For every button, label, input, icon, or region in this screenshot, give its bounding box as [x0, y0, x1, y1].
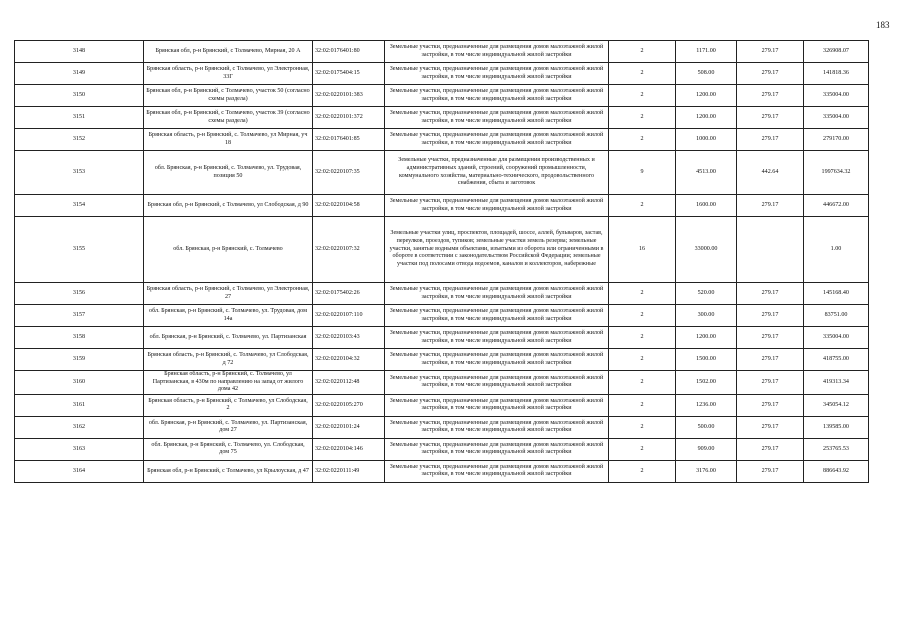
row-number: 3161	[15, 394, 144, 416]
cadastral-number-cell: 32:02:0220107:110	[313, 305, 385, 327]
area-cell: 4513.00	[676, 151, 737, 195]
cadastral-value-cell: 279170.00	[804, 129, 869, 151]
area-cell: 1000.00	[676, 129, 737, 151]
address-cell: Брянская обл, р-н Брянский, с Толмачево, ул Слободская, д 90	[144, 195, 313, 217]
area-cell: 1500.00	[676, 349, 737, 371]
specific-value-cell: 279.17	[737, 327, 804, 349]
address-cell: Брянская обл, р-н Брянский, с Толмачево, ул Крылоуская, д 47	[144, 460, 313, 482]
area-cell: 508.00	[676, 63, 737, 85]
specific-value-cell: 279.17	[737, 283, 804, 305]
land-use-cell: Земельные участки, предназначенные для размещения производственных и административных зданий, строений, сооружений промышленности, коммунального хозяйства, материально-технического, продовольственного снабжения, сбыта и заготовок	[385, 151, 609, 195]
row-number: 3150	[15, 85, 144, 107]
specific-value-cell: 279.17	[737, 129, 804, 151]
address-cell: обл. Брянская, р-н Брянский, с. Толмачево	[144, 217, 313, 283]
cadastral-value-cell: 141818.36	[804, 63, 869, 85]
specific-value-cell	[737, 217, 804, 283]
area-cell: 300.00	[676, 305, 737, 327]
table-row	[15, 349, 869, 371]
table-row	[15, 371, 869, 395]
row-number: 3162	[15, 416, 144, 438]
cadastral-value-cell: 886643.92	[804, 460, 869, 482]
address-cell: Брянская обл, р-н Брянский, с Толмачево, участок 50 (согласно схемы раздела)	[144, 85, 313, 107]
address-cell: Брянская область, р-н Брянский, с Толмачево, ул Электронная, 27	[144, 283, 313, 305]
cadastral-number-cell: 32:02:0176401:85	[313, 129, 385, 151]
table-row	[15, 85, 869, 107]
land-use-cell: Земельные участки, предназначенные для размещения домов малоэтажной жилой застройки, в том числе индивидуальной жилой застройки	[385, 305, 609, 327]
land-use-cell: Земельные участки, предназначенные для размещения домов малоэтажной жилой застройки, в том числе индивидуальной жилой застройки	[385, 107, 609, 129]
row-number: 3156	[15, 283, 144, 305]
land-use-cell: Земельные участки, предназначенные для размещения домов малоэтажной жилой застройки, в том числе индивидуальной жилой застройки	[385, 129, 609, 151]
area-cell: 1171.00	[676, 41, 737, 63]
cadastral-value-cell: 1.00	[804, 217, 869, 283]
cadastral-number-cell: 32:02:0220112:48	[313, 371, 385, 395]
specific-value-cell: 279.17	[737, 85, 804, 107]
cadastral-value-cell: 253765.53	[804, 438, 869, 460]
row-number: 3164	[15, 460, 144, 482]
group-number-cell: 2	[609, 371, 676, 395]
cadastral-value-cell: 139585.00	[804, 416, 869, 438]
row-number: 3163	[15, 438, 144, 460]
group-number-cell: 2	[609, 349, 676, 371]
specific-value-cell: 279.17	[737, 416, 804, 438]
group-number-cell: 2	[609, 460, 676, 482]
cadastral-number-cell: 32:02:0220111:49	[313, 460, 385, 482]
row-number: 3153	[15, 151, 144, 195]
cadastral-number-cell: 32:02:0220101:372	[313, 107, 385, 129]
group-number-cell: 16	[609, 217, 676, 283]
specific-value-cell: 279.17	[737, 41, 804, 63]
land-use-cell: Земельные участки, предназначенные для размещения домов малоэтажной жилой застройки, в том числе индивидуальной жилой застройки	[385, 85, 609, 107]
row-number: 3158	[15, 327, 144, 349]
address-cell: Брянская область, р-н Брянский, с. Толмачево, ул Партизанская, в 430м по направлению на запад от жилого дома 42	[144, 371, 313, 395]
area-cell: 1200.00	[676, 327, 737, 349]
address-cell: Брянская область, р-н Брянский, с. Толмачево, ул Мирная, уч 18	[144, 129, 313, 151]
address-cell: обл. Брянская, р-н Брянский, с. Толмачево, ул. Партизанская	[144, 327, 313, 349]
cadastral-value-cell: 335004.00	[804, 85, 869, 107]
cadastral-value-cell: 335004.00	[804, 327, 869, 349]
row-number: 3155	[15, 217, 144, 283]
group-number-cell: 2	[609, 438, 676, 460]
specific-value-cell: 279.17	[737, 394, 804, 416]
group-number-cell: 2	[609, 305, 676, 327]
land-use-cell: Земельные участки, предназначенные для размещения домов малоэтажной жилой застройки, в том числе индивидуальной жилой застройки	[385, 41, 609, 63]
address-cell: Брянская обл, р-н Брянский, с Толмачево, Мирная, 20 А	[144, 41, 313, 63]
cadastral-value-cell: 419313.34	[804, 371, 869, 395]
address-cell: Брянская область, р-н Брянский, с Толмачево, ул Слободская, 2	[144, 394, 313, 416]
row-number: 3151	[15, 107, 144, 129]
area-cell: 1200.00	[676, 85, 737, 107]
table-row	[15, 151, 869, 195]
group-number-cell: 2	[609, 129, 676, 151]
page-number: 183	[876, 20, 890, 30]
table-row	[15, 41, 869, 63]
land-use-cell: Земельные участки, предназначенные для размещения домов малоэтажной жилой застройки, в том числе индивидуальной жилой застройки	[385, 460, 609, 482]
cadastral-number-cell: 32:02:0220107:32	[313, 217, 385, 283]
group-number-cell: 2	[609, 195, 676, 217]
specific-value-cell: 279.17	[737, 195, 804, 217]
group-number-cell: 2	[609, 327, 676, 349]
cadastral-value-cell: 1997634.32	[804, 151, 869, 195]
land-use-cell: Земельные участки, предназначенные для размещения домов малоэтажной жилой застройки, в том числе индивидуальной жилой застройки	[385, 195, 609, 217]
cadastral-number-cell: 32:02:0175402:26	[313, 283, 385, 305]
specific-value-cell: 279.17	[737, 63, 804, 85]
specific-value-cell: 279.17	[737, 438, 804, 460]
row-number: 3157	[15, 305, 144, 327]
area-cell: 1600.00	[676, 195, 737, 217]
table-row	[15, 460, 869, 482]
row-number: 3148	[15, 41, 144, 63]
cadastral-number-cell: 32:02:0220104:58	[313, 195, 385, 217]
table-row	[15, 283, 869, 305]
table-row	[15, 129, 869, 151]
specific-value-cell: 279.17	[737, 107, 804, 129]
land-use-cell: Земельные участки, предназначенные для размещения домов малоэтажной жилой застройки, в том числе индивидуальной жилой застройки	[385, 349, 609, 371]
row-number: 3159	[15, 349, 144, 371]
specific-value-cell: 279.17	[737, 371, 804, 395]
cadastral-value-cell: 446672.00	[804, 195, 869, 217]
group-number-cell: 2	[609, 416, 676, 438]
cadastral-value-cell: 418755.00	[804, 349, 869, 371]
table-row	[15, 305, 869, 327]
group-number-cell: 2	[609, 85, 676, 107]
group-number-cell: 2	[609, 107, 676, 129]
table-row	[15, 107, 869, 129]
land-use-cell: Земельные участки, предназначенные для размещения домов малоэтажной жилой застройки, в том числе индивидуальной жилой застройки	[385, 416, 609, 438]
land-use-cell: Земельные участки улиц, проспектов, площадей, шоссе, аллей, бульваров, застав, переулков, проездов, тупиков; земельные участки земель резерва; земельные участки, занятые водными объектами, изъятыми из оборота или ограниченными в обороте в соответствии с законодательством Российской Федерации; земельные участки под полосами отвода водоемов, каналов и коллекторов, набережные	[385, 217, 609, 283]
group-number-cell: 2	[609, 41, 676, 63]
land-use-cell: Земельные участки, предназначенные для размещения домов малоэтажной жилой застройки, в том числе индивидуальной жилой застройки	[385, 394, 609, 416]
row-number: 3152	[15, 129, 144, 151]
specific-value-cell: 442.64	[737, 151, 804, 195]
specific-value-cell: 279.17	[737, 349, 804, 371]
cadastral-value-cell: 335004.00	[804, 107, 869, 129]
group-number-cell: 2	[609, 283, 676, 305]
cadastral-value-cell: 345054.12	[804, 394, 869, 416]
area-cell: 1502.00	[676, 371, 737, 395]
cadastral-number-cell: 32:02:0175404:15	[313, 63, 385, 85]
specific-value-cell: 279.17	[737, 460, 804, 482]
address-cell: обл. Брянская, р-н Брянский, с. Толмачево, ул. Трудовая, позиция 50	[144, 151, 313, 195]
group-number-cell: 9	[609, 151, 676, 195]
area-cell: 1200.00	[676, 107, 737, 129]
area-cell: 3176.00	[676, 460, 737, 482]
group-number-cell: 2	[609, 63, 676, 85]
land-use-cell: Земельные участки, предназначенные для размещения домов малоэтажной жилой застройки, в том числе индивидуальной жилой застройки	[385, 327, 609, 349]
row-number: 3154	[15, 195, 144, 217]
land-use-cell: Земельные участки, предназначенные для размещения домов малоэтажной жилой застройки, в том числе индивидуальной жилой застройки	[385, 438, 609, 460]
address-cell: Брянская область, р-н Брянский, с Толмачево, ул Электронная, 33Г	[144, 63, 313, 85]
table-row	[15, 394, 869, 416]
cadastral-number-cell: 32:02:0220103:43	[313, 327, 385, 349]
area-cell: 500.00	[676, 416, 737, 438]
cadastral-value-cell: 145168.40	[804, 283, 869, 305]
table-row	[15, 438, 869, 460]
area-cell: 1236.00	[676, 394, 737, 416]
group-number-cell: 2	[609, 394, 676, 416]
table-row	[15, 195, 869, 217]
address-cell: Брянская область, р-н Брянский, с. Толмачево, ул Слободская, д 72	[144, 349, 313, 371]
row-number: 3160	[15, 371, 144, 395]
cadastral-number-cell: 32:02:0220101:383	[313, 85, 385, 107]
land-use-cell: Земельные участки, предназначенные для размещения домов малоэтажной жилой застройки, в том числе индивидуальной жилой застройки	[385, 283, 609, 305]
cadastral-value-cell: 83751.00	[804, 305, 869, 327]
specific-value-cell: 279.17	[737, 305, 804, 327]
address-cell: обл. Брянская, р-н Брянский, с. Толмачево, ул. Слободская, дом 75	[144, 438, 313, 460]
address-cell: Брянская обл, р-н Брянский, с Толмачево, участок 39 (согласно схемы раздела)	[144, 107, 313, 129]
cadastral-number-cell: 32:02:0176401:80	[313, 41, 385, 63]
cadastral-number-cell: 32:02:0220107:35	[313, 151, 385, 195]
area-cell: 520.00	[676, 283, 737, 305]
table-row	[15, 63, 869, 85]
cadastral-number-cell: 32:02:0220104:146	[313, 438, 385, 460]
area-cell: 909.00	[676, 438, 737, 460]
table-row	[15, 217, 869, 283]
table-row	[15, 416, 869, 438]
cadastral-value-cell: 326908.07	[804, 41, 869, 63]
address-cell: обл. Брянская, р-н Брянский, с. Толмачево, ул. Трудовая, дом 14а	[144, 305, 313, 327]
address-cell: обл. Брянская, р-н Брянский, с. Толмачево, ул. Партизанская, дом 27	[144, 416, 313, 438]
area-cell: 33000.00	[676, 217, 737, 283]
cadastral-number-cell: 32:02:0220101:24	[313, 416, 385, 438]
cadastral-number-cell: 32:02:0220104:32	[313, 349, 385, 371]
land-use-cell: Земельные участки, предназначенные для размещения домов малоэтажной жилой застройки, в том числе индивидуальной жилой застройки	[385, 63, 609, 85]
row-number: 3149	[15, 63, 144, 85]
cadastral-value-table	[14, 40, 869, 483]
land-use-cell: Земельные участки, предназначенные для размещения домов малоэтажной жилой застройки, в том числе индивидуальной жилой застройки	[385, 371, 609, 395]
cadastral-number-cell: 32:02:0220105:270	[313, 394, 385, 416]
table-row	[15, 327, 869, 349]
